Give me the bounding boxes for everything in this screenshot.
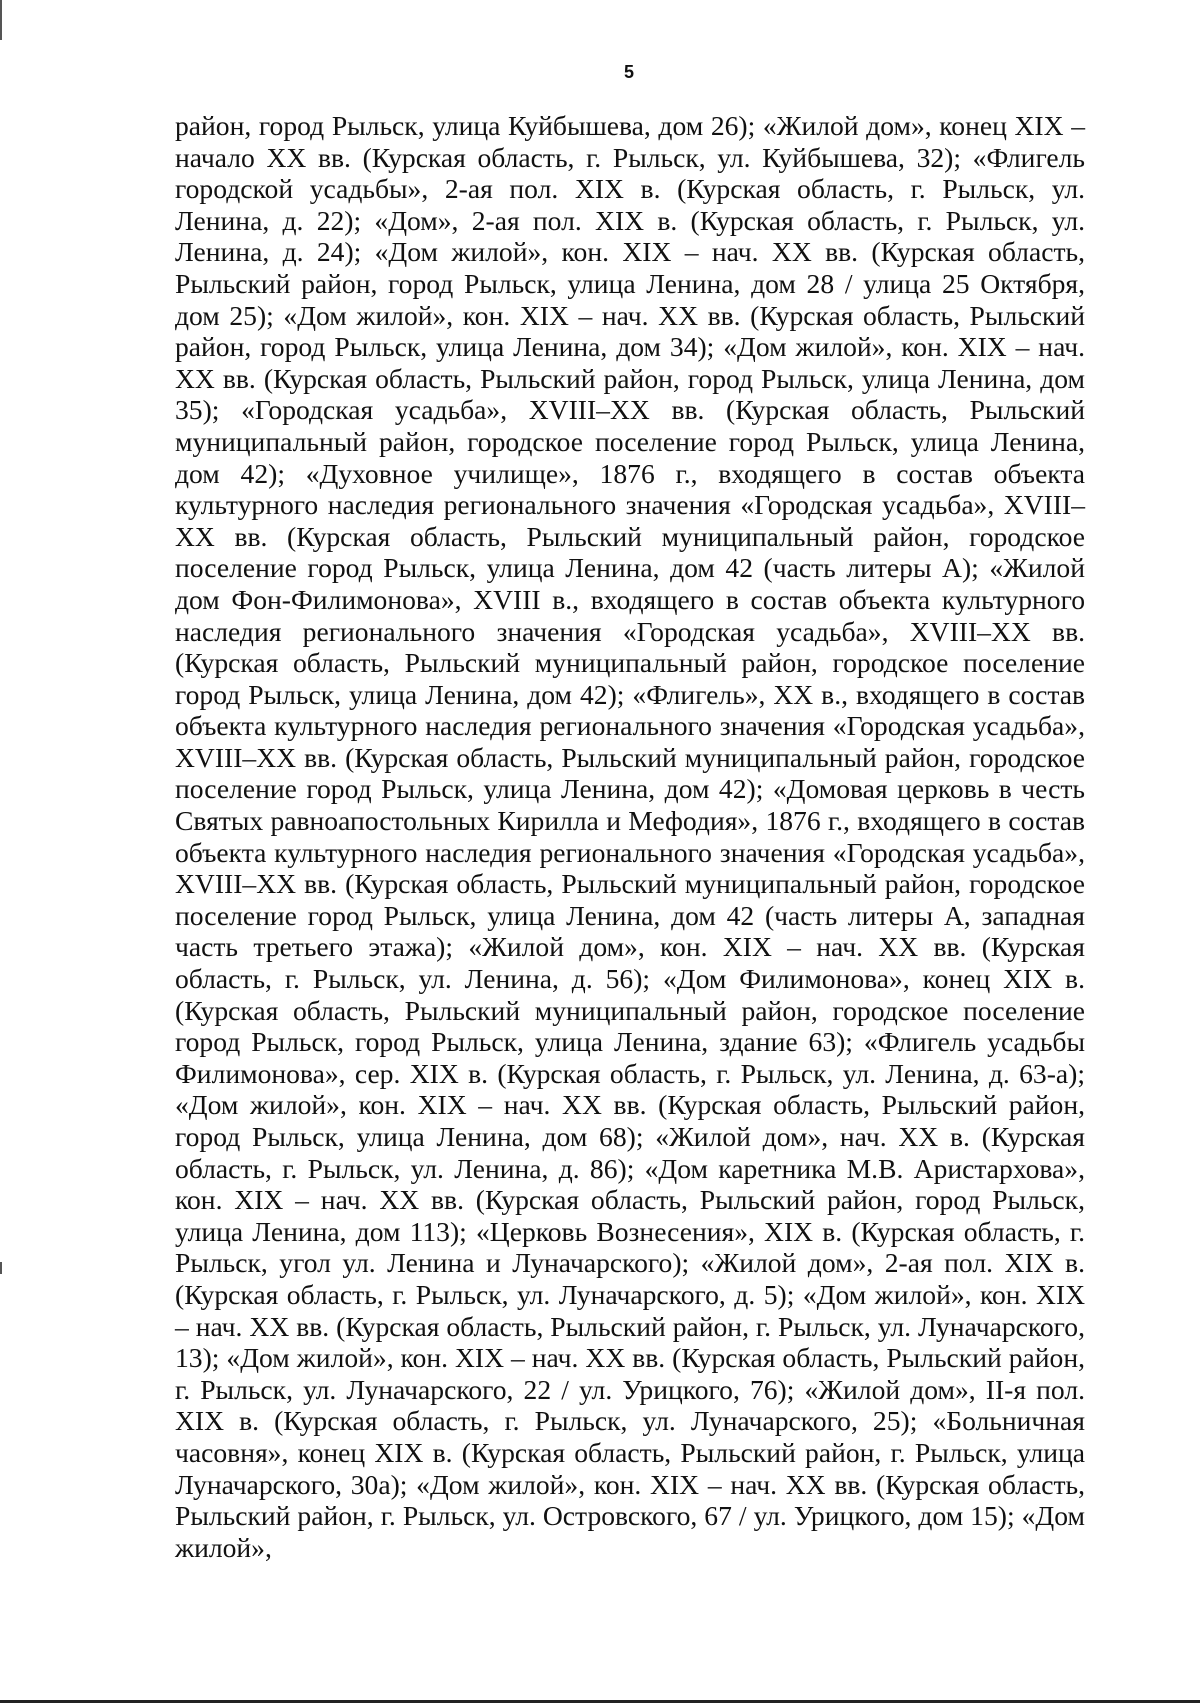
scan-edge-mark — [0, 0, 2, 40]
scan-edge-mark — [0, 1262, 2, 1274]
body-paragraph: район, город Рыльск, улица Куйбышева, дом 26); «Жилой дом», конец XIX – начало XX вв. (Курская область, г. Рыльск, ул. Куйбышева, 32); «Флигель городской усадьбы», 2-ая пол. XIX в. (Курская область, г. Рыльск, ул. Ленина, д. 22); «Дом», 2-ая пол. XIX в. (Курская область, г. Рыльск, ул. Ленина, д. 24); «Дом жилой», кон. XIX – нач. XX вв. (Курская область, Рыльский район, город Рыльск, улица Ленина, дом 28 / улица 25 Октября, дом 25); «Дом жилой», кон. XIX – нач. XX вв. (Курская область, Рыльский район, город Рыльск, улица Ленина, дом 34); «Дом жилой», кон. XIX – нач. XX вв. (Курская область, Рыльский район, город Рыльск, улица Ленина, дом 35); «Городская усадьба», XVIII–XX вв. (Курская область, Рыльский муниципальный район, городское поселение город Рыльск, улица Ленина, дом 42); «Духовное училище», 1876 г., входящего в состав объекта культурного наследия регионального значения «Городская усадьба», XVIII–XX вв. (Курская область, Рыльский муниципальный район, городское поселение город Рыльск, улица Ленина, дом 42 (часть литеры А); «Жилой дом Фон-Филимонова», XVIII в., входящего в состав объекта культурного наследия регионального значения «Городская усадьба», XVIII–XX вв. (Курская область, Рыльский муниципальный район, городское поселение город Рыльск, улица Ленина, дом 42); «Флигель», XX в., входящего в состав объекта культурного наследия регионального значения «Городская усадьба», XVIII–XX вв. (Курская область, Рыльский муниципальный район, городское поселение город Рыльск, улица Ленина, дом 42); «Домовая церковь в честь Святых равноапостольных Кирилла и Мефодия», 1876 г., входящего в состав объекта культурного наследия регионального значения «Городская усадьба», XVIII–XX вв. (Курская область, Рыльский муниципальный район, городское поселение город Рыльск, улица Ленина, дом 42 (часть литеры А, западная часть третьего этажа); «Жилой дом», кон. XIX – нач. XX вв. (Курская область, г. Рыльск, ул. Ленина, д. 56); «Дом Филимонова», конец XIX в. (Курская область, Рыльский муниципальный район, городское поселение город Рыльск, город Рыльск, улица Ленина, здание 63); «Флигель усадьбы Филимонова», сер. XIX в. (Курская область, г. Рыльск, ул. Ленина, д. 63-а); «Дом жилой», кон. XIX – нач. XX вв. (Курская область, Рыльский район, город Рыльск, улица Ленина, дом 68); «Жилой дом», нач. XX в. (Курская область, г. Рыльск, ул. Ленина, д. 86); «Дом каретника М.В. Аристархова», кон. XIX – нач. XX вв. (Курская область, Рыльский район, город Рыльск, улица Ленина, дом 113); «Церковь Вознесения», XIX в. (Курская область, г. Рыльск, угол ул. Ленина и Луначарского); «Жилой дом», 2-ая пол. XIX в. (Курская область, г. Рыльск, ул. Луначарского, д. 5); «Дом жилой», кон. XIX – нач. XX вв. (Курская область, Рыльский район, г. Рыльск, ул. Луначарского, 13); «Дом жилой», кон. XIX – нач. XX вв. (Курская область, Рыльский район, г. Рыльск, ул. Луначарского, 22 / ул. Урицкого, 76); «Жилой дом», II-я пол. XIX в. (Курская область, г. Рыльск, ул. Луначарского, 25); «Больничная часовня», конец XIX в. (Курская область, Рыльский район, г. Рыльск, улица Луначарского, 30а); «Дом жилой», кон. XIX – нач. XX вв. (Курская область, Рыльский район, г. Рыльск, ул. Островского, 67 / ул. Урицкого, дом 15); «Дом жилой», — [175, 110, 1085, 1563]
scan-bottom-edge — [0, 1700, 1200, 1703]
page-number: 5 — [623, 62, 634, 82]
